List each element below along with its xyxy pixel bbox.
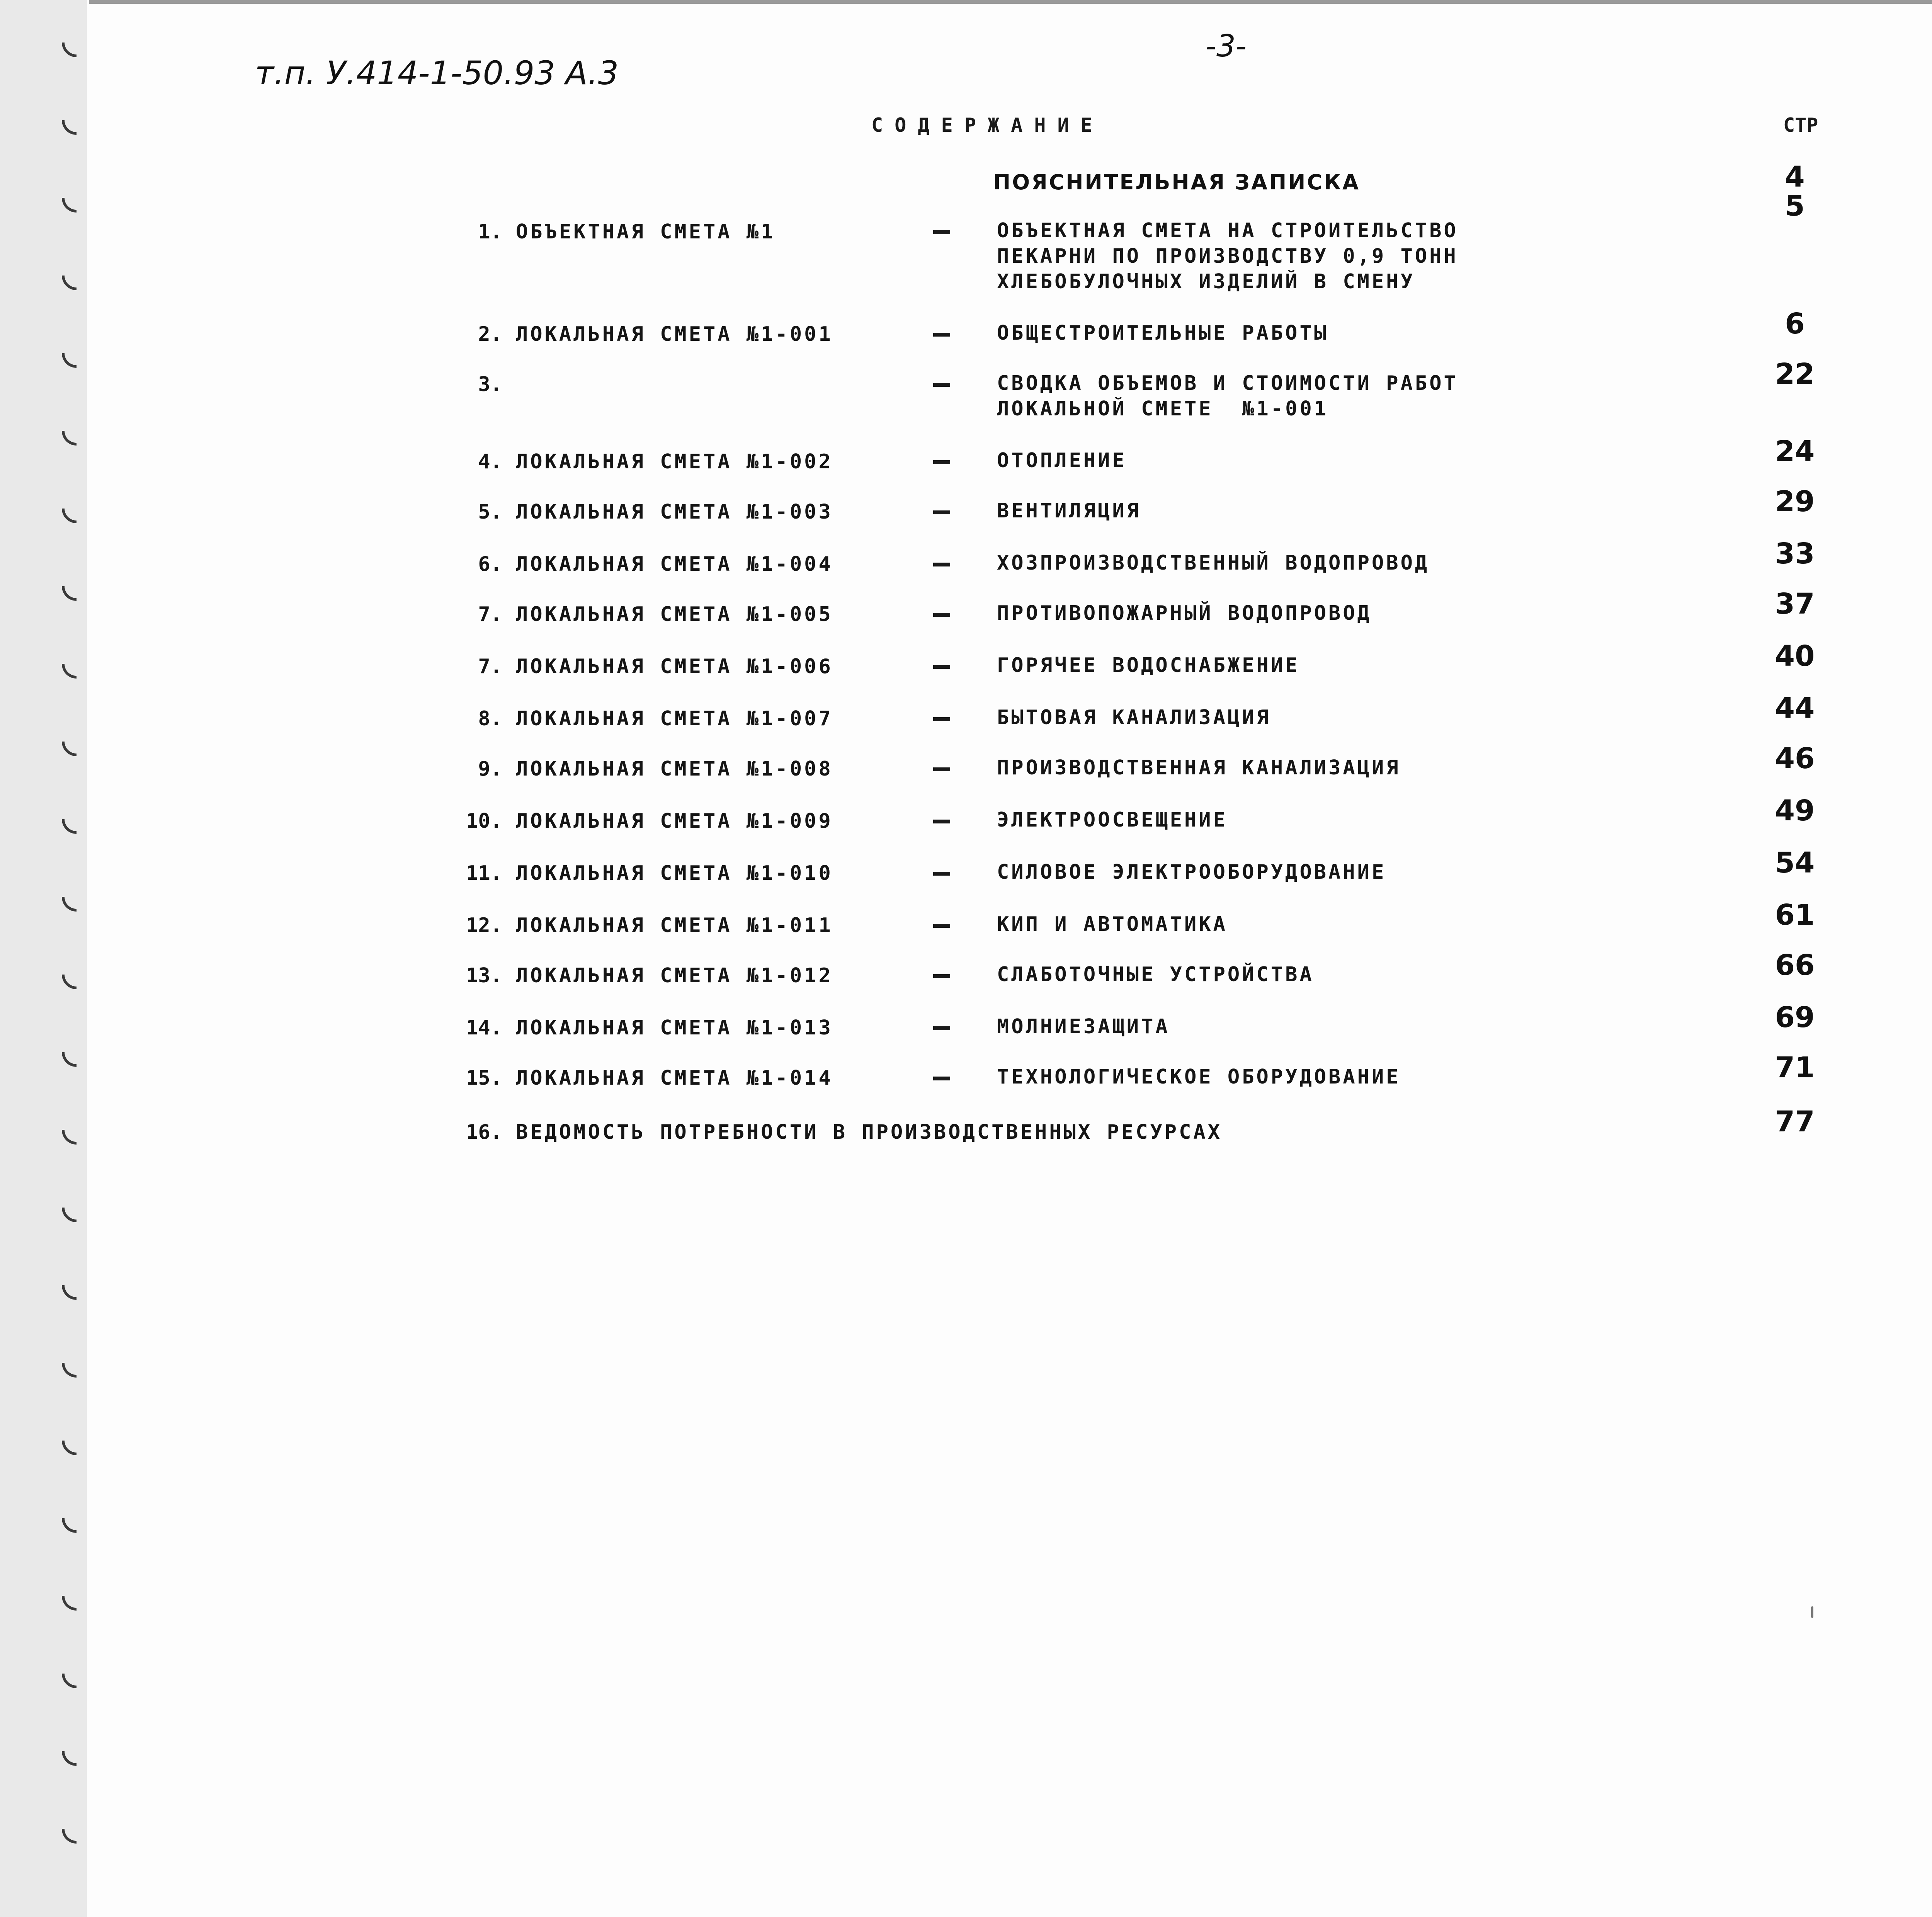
entry-number: 10.: [466, 810, 502, 833]
explanatory-note-label: ПОЯСНИТЕЛЬНАЯ ЗАПИСКА: [993, 170, 1360, 194]
entry-page: 40: [1775, 640, 1815, 673]
entry-page: 37: [1775, 587, 1815, 621]
entry-page: 71: [1775, 1051, 1815, 1084]
entry-document: ЛОКАЛЬНАЯ СМЕТА №1-014: [516, 1067, 833, 1090]
entry-document: ЛОКАЛЬНАЯ СМЕТА №1-009: [516, 810, 833, 833]
entry-dash: [933, 665, 950, 669]
entry-dash: [933, 230, 950, 234]
entry-page: 5: [1785, 189, 1805, 223]
toc-title: С О Д Е Р Ж А Н И Е: [871, 114, 1092, 136]
entry-dash: [933, 872, 950, 876]
entry-number: 5.: [478, 500, 502, 524]
entry-page: 22: [1775, 357, 1815, 391]
entry-document: ЛОКАЛЬНАЯ СМЕТА №1-008: [516, 757, 833, 781]
entry-dash: [933, 717, 950, 721]
entry-description: СЛАБОТОЧНЫЕ УСТРОЙСТВА: [997, 963, 1314, 986]
entry-dash: [933, 333, 950, 337]
entry-number: 2.: [478, 323, 502, 346]
entry-description: БЫТОВАЯ КАНАЛИЗАЦИЯ: [997, 706, 1271, 729]
entry-dash: [933, 383, 950, 387]
page-column-label: СТР: [1783, 114, 1818, 136]
entry-description: ПРОИЗВОДСТВЕННАЯ КАНАЛИЗАЦИЯ: [997, 756, 1401, 779]
entry-dash: [933, 924, 950, 928]
entry-page: 54: [1775, 846, 1815, 879]
scan-mark: [1811, 1606, 1813, 1618]
entry-description: СИЛОВОЕ ЭЛЕКТРООБОРУДОВАНИЕ: [997, 861, 1386, 884]
entry-page: 44: [1775, 692, 1815, 725]
entry-page: 49: [1775, 794, 1815, 827]
entry-document: ЛОКАЛЬНАЯ СМЕТА №1-004: [516, 553, 833, 576]
entry-dash: [933, 767, 950, 771]
entry-number: 11.: [466, 862, 502, 885]
entry-number: 13.: [466, 964, 502, 987]
project-code: т.п. У.414-1-50.93 А.3: [255, 54, 619, 92]
entry-document: ЛОКАЛЬНАЯ СМЕТА №1-005: [516, 603, 833, 626]
entry-page: 29: [1775, 485, 1815, 518]
entry-dash: [933, 1077, 950, 1080]
entry-document: ЛОКАЛЬНАЯ СМЕТА №1-012: [516, 964, 833, 987]
entry-number: 7.: [478, 655, 502, 678]
entry-number: 9.: [478, 757, 502, 781]
entry-dash: [933, 820, 950, 823]
entry-description: ПРОТИВОПОЖАРНЫЙ ВОДОПРОВОД: [997, 602, 1372, 625]
entry-description: ОТОПЛЕНИЕ: [997, 449, 1127, 472]
entry-document: ЛОКАЛЬНАЯ СМЕТА №1-001: [516, 323, 833, 346]
entry-dash: [933, 1026, 950, 1030]
entry-description: КИП И АВТОМАТИКА: [997, 913, 1228, 936]
entry-page: 66: [1775, 949, 1815, 982]
entry-description: ОБЩЕСТРОИТЕЛЬНЫЕ РАБОТЫ: [997, 321, 1329, 345]
entry-document: ОБЪЕКТНАЯ СМЕТА №1: [516, 220, 776, 243]
entry-number: 6.: [478, 553, 502, 576]
entry-page: 46: [1775, 742, 1815, 775]
entry-number: 8.: [478, 707, 502, 730]
entry-document: ЛОКАЛЬНАЯ СМЕТА №1-003: [516, 500, 833, 524]
entry-dash: [933, 974, 950, 978]
entry-description: ГОРЯЧЕЕ ВОДОСНАБЖЕНИЕ: [997, 654, 1300, 677]
entry-description: МОЛНИЕЗАЩИТА: [997, 1015, 1170, 1038]
entry-number: 16.: [466, 1121, 502, 1144]
entry-page: 69: [1775, 1001, 1815, 1034]
entry-number: 15.: [466, 1067, 502, 1090]
entry-document: ЛОКАЛЬНАЯ СМЕТА №1-002: [516, 450, 833, 473]
entry-description: СВОДКА ОБЪЕМОВ И СТОИМОСТИ РАБОТ ЛОКАЛЬНОЙ СМЕТЕ №1-001: [997, 372, 1458, 420]
entry-document: ЛОКАЛЬНАЯ СМЕТА №1-010: [516, 862, 833, 885]
entry-document: ЛОКАЛЬНАЯ СМЕТА №1-007: [516, 707, 833, 730]
entry-dash: [933, 563, 950, 566]
entry-number: 7.: [478, 603, 502, 626]
entry-dash: [933, 613, 950, 617]
entry-number: 4.: [478, 450, 502, 473]
entry-number: 14.: [466, 1016, 502, 1039]
entry-number: 3.: [478, 373, 502, 396]
entry-description: ВЕНТИЛЯЦИЯ: [997, 499, 1141, 522]
entry-page: 61: [1775, 898, 1815, 932]
entry-document: ЛОКАЛЬНАЯ СМЕТА №1-006: [516, 655, 833, 678]
entry-number: 12.: [466, 914, 502, 937]
entry-dash: [933, 460, 950, 464]
entry-description: ТЕХНОЛОГИЧЕСКОЕ ОБОРУДОВАНИЕ: [997, 1065, 1401, 1089]
entry-description: ХОЗПРОИЗВОДСТВЕННЫЙ ВОДОПРОВОД: [997, 551, 1430, 575]
entry-description: ОБЪЕКТНАЯ СМЕТА НА СТРОИТЕЛЬСТВО ПЕКАРНИ ПО ПРОИЗВОДСТВУ 0,9 ТОНН ХЛЕБОБУЛОЧНЫХ ИЗДЕЛИЙ В СМЕНУ: [997, 219, 1458, 293]
entry-page: 33: [1775, 537, 1815, 570]
entry-page: 24: [1775, 435, 1815, 468]
explanatory-note-page: 4: [1785, 160, 1805, 194]
entry-page: 6: [1785, 307, 1805, 340]
entry-document: ЛОКАЛЬНАЯ СМЕТА №1-011: [516, 914, 833, 937]
page-number: -3-: [1206, 29, 1247, 64]
entry-page: 77: [1775, 1105, 1815, 1138]
entry-document: ЛОКАЛЬНАЯ СМЕТА №1-013: [516, 1016, 833, 1039]
entry-number: 1.: [478, 220, 502, 243]
entry-dash: [933, 510, 950, 514]
entry-document: ВЕДОМОСТЬ ПОТРЕБНОСТИ В ПРОИЗВОДСТВЕННЫХ РЕСУРСАХ: [516, 1121, 1223, 1144]
entry-description: ЭЛЕКТРООСВЕЩЕНИЕ: [997, 808, 1228, 832]
